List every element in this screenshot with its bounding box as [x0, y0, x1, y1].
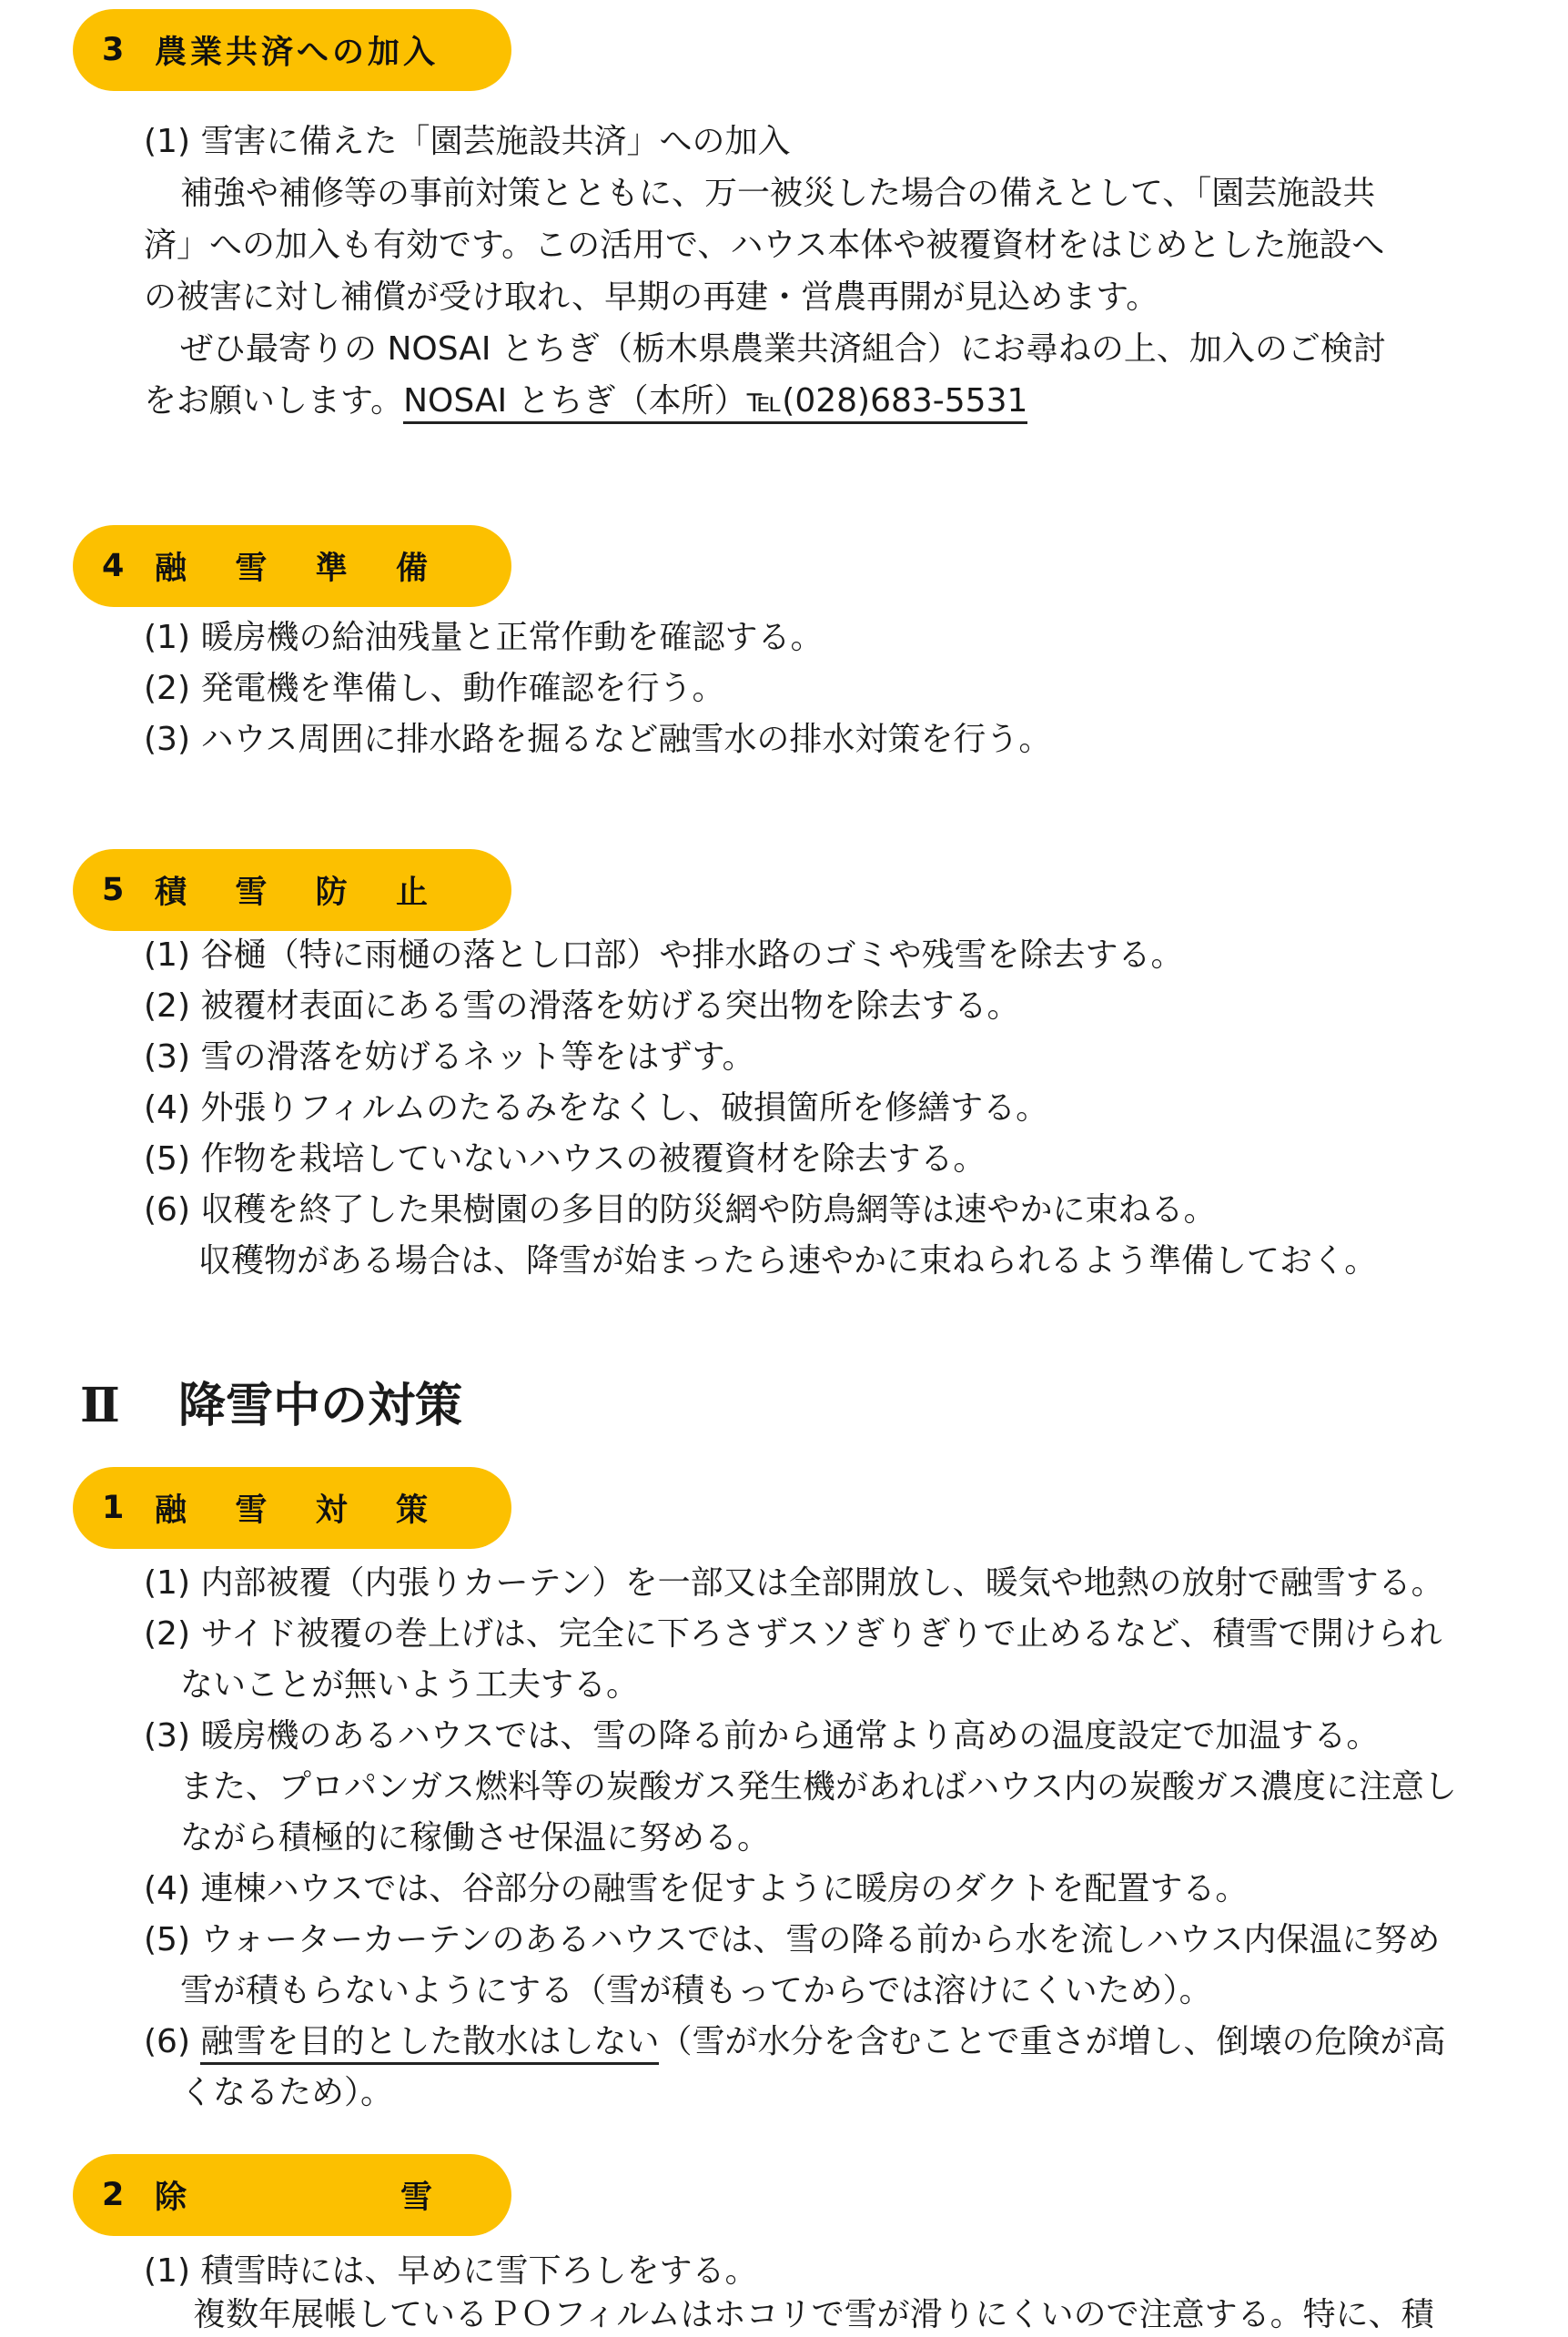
paragraph-line: [144, 379, 1027, 423]
list-item-continuation: 雪が積もらないようにする（雪が積もってからでは溶けにくいため）。: [180, 1972, 1212, 2009]
list-item: (6) 収穫を終了した果樹園の多目的防災網や防鳥網等は速やかに束ねる。: [144, 1191, 1217, 1229]
subsection-heading: (1) 雪害に備えた「園芸施設共済」への加入: [144, 123, 791, 160]
list-item-continuation: 収穫物がある場合は、降雪が始まったら速やかに束ねられるよう準備しておく。: [198, 1242, 1378, 1280]
section-number: 1: [102, 1490, 125, 1526]
list-item: (2) 被覆材表面にある雪の滑落を妨げる突出物を除去する。: [144, 987, 1020, 1025]
title-char: 策: [395, 1492, 428, 1529]
section-number: 2: [102, 2177, 125, 2213]
paragraph-line: ぜひ最寄りの NOSAI とちぎ（栃木県農業共済組合）にお尋ねの上、加入のご検討: [180, 330, 1386, 368]
chapter-heading: [80, 1374, 462, 1438]
list-item: (3) ハウス周囲に排水路を掘るなど融雪水の排水対策を行う。: [144, 721, 1052, 758]
section-c2-heading: [73, 2154, 511, 2236]
section-title: [155, 1485, 428, 1531]
section-title: [155, 867, 428, 913]
title-char: 雪: [235, 1492, 268, 1529]
list-item: (1) 積雪時には、早めに雪下ろしをする。: [144, 2252, 758, 2290]
list-item: [144, 2020, 1445, 2064]
paragraph-line: 済」への加入も有効です。この活用で、ハウス本体や被覆資材をはじめとした施設へ: [144, 227, 1385, 264]
title-char: 止: [395, 875, 428, 911]
section-c1-heading: [73, 1467, 511, 1549]
list-item: (4) 連棟ハウスでは、谷部分の融雪を促すように暖房のダクトを配置する。: [144, 1870, 1249, 1907]
section-number: 4: [102, 548, 125, 584]
list-item-continuation: 複数年展帳しているＰＯフィルムはホコリで雪が滑りにくいので注意する。特に、積: [193, 2296, 1434, 2333]
title-char: 準: [315, 551, 348, 587]
item-text: （雪が水分を含むことで重さが増し、倒壊の危険が高: [659, 2023, 1446, 2060]
chapter-title: 降雪中の対策: [178, 1379, 463, 1433]
chapter-number: Ⅱ: [80, 1378, 120, 1433]
title-char: 雪: [235, 875, 268, 911]
list-item: (2) 発電機を準備し、動作確認を行う。: [144, 670, 725, 707]
title-char: 除: [155, 2180, 187, 2216]
paragraph-line: 補強や補修等の事前対策とともに、万一被災した場合の備えとして、「園芸施設共: [180, 175, 1376, 212]
item-number: (6): [144, 2023, 201, 2060]
list-item: (3) 雪の滑落を妨げるネット等をはずす。: [144, 1038, 755, 1076]
list-item: (2) サイド被覆の巻上げは、完全に下ろさずスソぎりぎりで止めるなど、積雪で開けられ: [144, 1615, 1442, 1653]
list-item-continuation: ながら積極的に稼働させ保温に努める。: [180, 1819, 771, 1856]
contact-info: NOSAI とちぎ（本所）℡(028)683-5531: [403, 382, 1027, 424]
section-5-heading: [73, 849, 511, 931]
title-char: 積: [155, 875, 187, 911]
list-item-continuation: また、プロパンガス燃料等の炭酸ガス発生機があればハウス内の炭酸ガス濃度に注意し: [180, 1768, 1457, 1806]
title-char: 融: [155, 551, 187, 587]
list-item-continuation: ないことが無いよう工夫する。: [180, 1666, 640, 1704]
title-char: 防: [315, 875, 348, 911]
list-item: (5) ウォーターカーテンのあるハウスでは、雪の降る前から水を流しハウス内保温に努め: [144, 1921, 1441, 1958]
section-title: 農業共済への加入: [155, 35, 440, 71]
emphasis-text: 融雪を目的とした散水はしない: [200, 2023, 659, 2065]
section-title: [155, 543, 428, 589]
list-item: (4) 外張りフィルムのたるみをなくし、破損箇所を修繕する。: [144, 1089, 1049, 1127]
title-char: 雪: [400, 2180, 432, 2216]
section-number: 5: [102, 872, 125, 908]
list-item: (1) 内部被覆（内張りカーテン）を一部又は全部開放し、暖気や地熱の放射で融雪する。: [144, 1564, 1444, 1602]
list-item-continuation: くなるため）。: [180, 2074, 394, 2111]
section-title: [155, 2172, 432, 2218]
title-char: 融: [155, 1492, 187, 1529]
section-4-heading: [73, 525, 511, 607]
list-item: (5) 作物を栽培していないハウスの被覆資材を除去する。: [144, 1140, 986, 1178]
section-3-heading: [73, 9, 511, 91]
title-char: 備: [395, 551, 428, 587]
paragraph-line: の被害に対し補償が受け取れ、早期の再建・営農再開が見込めます。: [144, 278, 1159, 316]
list-item: (1) 谷樋（特に雨樋の落とし口部）や排水路のゴミや残雪を除去する。: [144, 936, 1184, 974]
section-number: 3: [102, 32, 125, 68]
title-char: 雪: [235, 551, 268, 587]
list-item: (3) 暖房機のあるハウスでは、雪の降る前から通常より高めの温度設定で加温する。: [144, 1717, 1380, 1755]
list-item: (1) 暖房機の給油残量と正常作動を確認する。: [144, 619, 824, 656]
paragraph-text: をお願いします。: [144, 382, 404, 420]
title-char: 対: [315, 1492, 348, 1529]
